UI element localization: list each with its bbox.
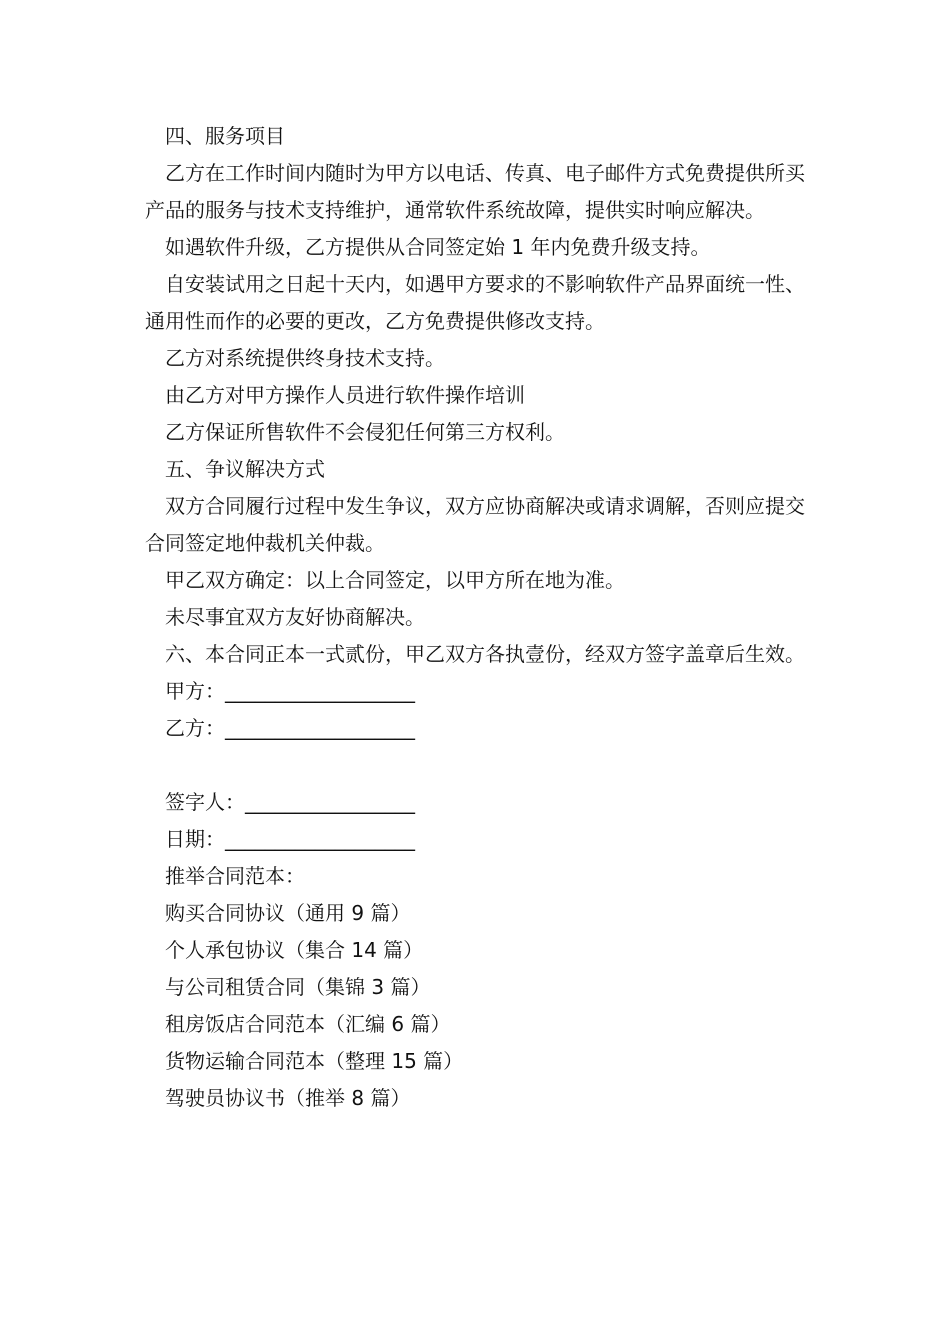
recommendation-item: 货物运输合同范本（整理 15 篇） <box>165 1049 464 1073</box>
paragraph-lifetime: 乙方对系统提供终身技术支持。 <box>165 346 445 370</box>
section-four-title: 四、服务项目 <box>165 124 285 148</box>
party-a-signature-line: 甲方：___________________ <box>165 679 415 703</box>
paragraph-upgrade: 如遇软件升级，乙方提供从合同签定始 1 年内免费升级支持。 <box>165 235 711 259</box>
recommendation-item: 购买合同协议（通用 9 篇） <box>165 901 411 925</box>
section-five-title: 五、争议解决方式 <box>165 457 325 481</box>
paragraph-support: 乙方在工作时间内随时为甲方以电话、传真、电子邮件方式免费提供所买产品的服务与技术支持维护，通常软件系统故障，提供实时响应解决。 <box>145 161 805 222</box>
recommendation-item: 租房饭店合同范本（汇编 6 篇） <box>165 1012 451 1036</box>
date-line: 日期：___________________ <box>165 827 415 851</box>
blank-spacer <box>145 747 807 784</box>
paragraph-dispute: 双方合同履行过程中发生争议，双方应协商解决或请求调解，否则应提交合同签定地仲裁机关仲裁。 <box>145 494 805 555</box>
signer-line: 签字人：_________________ <box>165 790 415 814</box>
paragraph-rights: 乙方保证所售软件不会侵犯任何第三方权利。 <box>165 420 565 444</box>
recommendation-item: 驾驶员协议书（推举 8 篇） <box>165 1086 411 1110</box>
paragraph-location: 甲乙双方确定：以上合同签定，以甲方所在地为准。 <box>165 568 625 592</box>
recommend-title: 推举合同范本： <box>165 864 305 888</box>
party-b-signature-line: 乙方：___________________ <box>165 716 415 740</box>
paragraph-modify: 自安装试用之日起十天内，如遇甲方要求的不影响软件产品界面统一性、通用性而作的必要的更改，乙方免费提供修改支持。 <box>145 272 805 333</box>
paragraph-training: 由乙方对甲方操作人员进行软件操作培训 <box>165 383 525 407</box>
recommendation-item: 与公司租赁合同（集锦 3 篇） <box>165 975 431 999</box>
paragraph-other: 未尽事宜双方友好协商解决。 <box>165 605 425 629</box>
recommendation-item: 个人承包协议（集合 14 篇） <box>165 938 424 962</box>
section-six: 六、本合同正本一式贰份，甲乙双方各执壹份，经双方签字盖章后生效。 <box>165 642 805 666</box>
document-page <box>145 118 807 1117</box>
